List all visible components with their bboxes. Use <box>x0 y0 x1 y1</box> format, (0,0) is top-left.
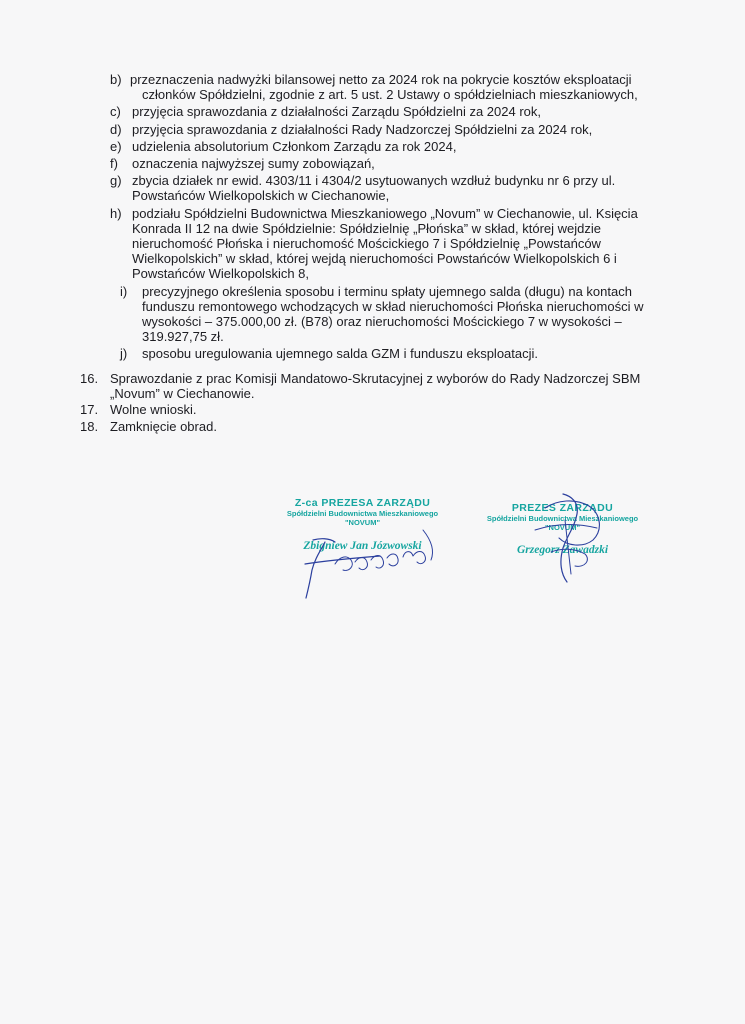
agenda-item-text: Zamknięcie obrad. <box>110 418 217 434</box>
agenda-subitem-letter: h) <box>110 205 122 221</box>
agenda-subitem-text: zbycia działek nr ewid. 4303/11 i 4304/2 usytuowanych wzdłuż budynku nr 6 przy ul. Powstańców Wielkopolskich w Ciechanowie, <box>132 173 616 204</box>
agenda-subitem-letter: i) <box>120 283 128 299</box>
agenda-subitem <box>110 139 670 154</box>
handwritten-signature-left <box>285 520 455 600</box>
agenda-subitem-letter: d) <box>110 121 122 137</box>
agenda-subitem <box>110 156 670 171</box>
agenda-subitem-text: podziału Spółdzielni Budownictwa Mieszkaniowego „Novum” w Ciechanowie, ul. Księcia Konrada II 12 na dwie Spółdzielnie: Spółdzielnię „Płońska” w skład, której wejdzie nieruchomość Płońska i nieruchomość Mościckiego 7 i Spółdzielnię „Powstańców Wielkopolskich” w skład, której wejdą nieruchomości Powstańców Wielkopolskich 6 i Powstańców Wielkopolskich 8, <box>132 205 638 282</box>
agenda-item-text: Wolne wnioski. <box>110 402 197 418</box>
stamp-person-name: Grzegorz Zawadzki <box>516 544 609 556</box>
agenda-subitem <box>110 122 670 137</box>
agenda-subitem <box>110 173 670 203</box>
agenda-subitem-text: sposobu uregulowania ujemnego salda GZM i funduszu eksploatacji. <box>142 346 539 362</box>
stamp-org-line: Spółdzielni Budownictwa Mieszkaniowego <box>286 509 439 518</box>
agenda-subitem <box>110 104 670 119</box>
agenda-subitem <box>110 346 670 361</box>
agenda-subitem <box>110 284 670 345</box>
stamp-org-name: "NOVUM" <box>344 518 381 527</box>
agenda-subitem-text: udzielenia absolutorium Członkom Zarządu za rok 2024, <box>132 138 457 154</box>
stamp-title: PREZES ZARZĄDU <box>511 502 614 514</box>
handwritten-signature-right <box>505 490 615 590</box>
agenda-subitem <box>110 206 670 282</box>
agenda-subitem-text: przeznaczenia nadwyżki bilansowej netto za 2024 rok na pokrycie kosztów eksploatacji członków Spółdzielni, zgodnie z art. 5 ust. 2 Ustawy o spółdzielniach mieszkaniowych, <box>130 72 638 103</box>
stamp-org-line: Spółdzielni Budownictwa Mieszkaniowego <box>486 514 639 523</box>
stamp-title: Z-ca PREZESA ZARZĄDU <box>294 497 431 509</box>
agenda-subitem-letter: f) <box>110 156 118 172</box>
agenda-subitem-letter: b) <box>110 72 122 87</box>
agenda-item <box>80 402 660 417</box>
agenda-item-number: 17. <box>80 402 99 418</box>
agenda-subitem-letter: j) <box>120 346 128 362</box>
agenda-subitem <box>110 72 670 102</box>
agenda-subitems-list <box>110 72 670 362</box>
agenda-subitem-text: przyjęcia sprawozdania z działalności Zarządu Spółdzielni za 2024 rok, <box>132 104 541 120</box>
agenda-subitem-text: przyjęcia sprawozdania z działalności Rady Nadzorczej Spółdzielni za 2024 rok, <box>132 121 593 137</box>
agenda-item-number: 18. <box>80 418 99 434</box>
stamp-org-name: "NOVUM" <box>544 523 581 532</box>
agenda-item <box>80 371 660 401</box>
agenda-subitem-letter: e) <box>110 138 122 154</box>
agenda-subitem-text: oznaczenia najwyższej sumy zobowiązań, <box>132 156 375 172</box>
agenda-subitem-letter: g) <box>110 173 122 189</box>
stamp-person-name: Zbigniew Jan Józwowski <box>303 540 422 552</box>
agenda-subitem-text: precyzyjnego określenia sposobu i terminu spłaty ujemnego salda (długu) na kontach funduszu remontowego wchodzących w skład nieruchomości Płońska nieruchomości w wysokości – 375.000,00 zł. (B78) oraz nieruchomości Mościckiego 7 w wysokości – 319.927,75 zł. <box>142 283 644 345</box>
agenda-item-number: 16. <box>80 371 99 386</box>
agenda-item <box>80 419 660 434</box>
agenda-item-text: Sprawozdanie z prac Komisji Mandatowo-Skrutacyjnej z wyborów do Rady Nadzorczej SBM „Novum” w Ciechanowie. <box>110 371 641 402</box>
agenda-items-list <box>80 371 660 435</box>
agenda-subitem-letter: c) <box>110 104 121 120</box>
